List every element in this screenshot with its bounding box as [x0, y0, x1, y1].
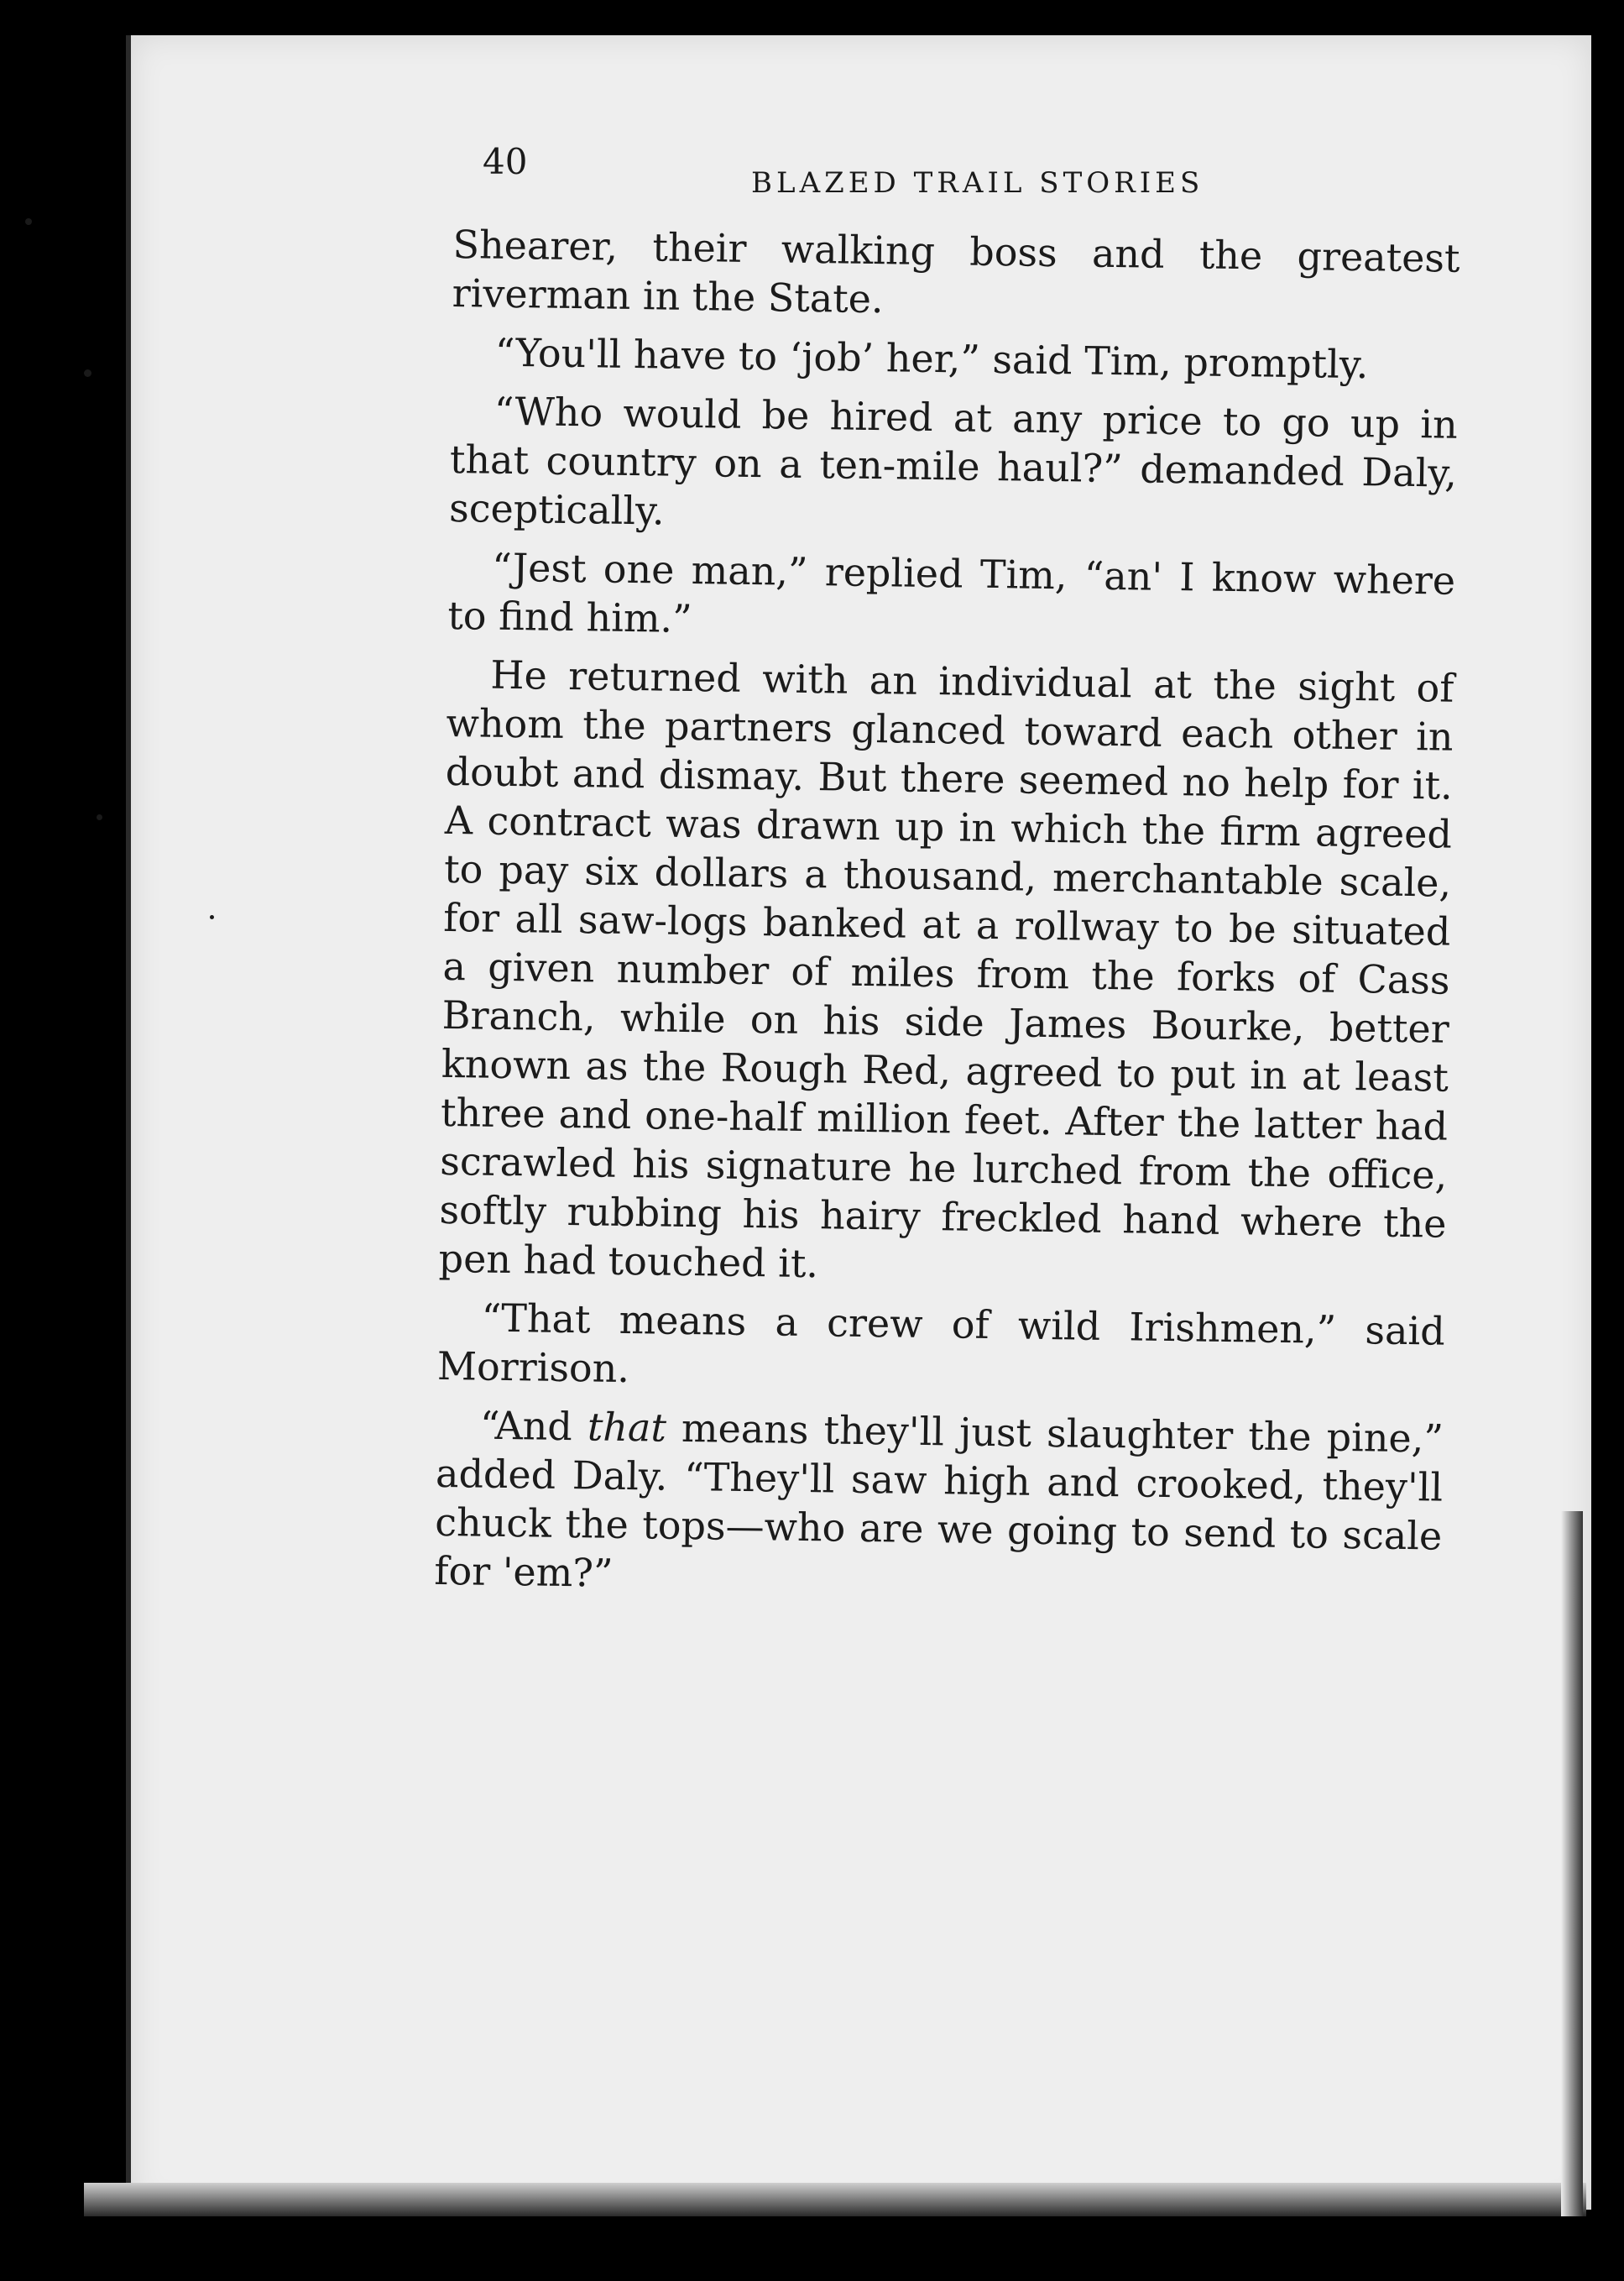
scan-speck	[97, 814, 102, 820]
running-head	[483, 141, 1490, 208]
scan-speck	[84, 369, 91, 377]
paragraph: “That means a crew of wild Irishmen,” said Morrison.	[436, 1295, 1446, 1392]
paragraph: He returned with an individual at the sight of whom the partners glanced toward each other in doubt and dismay. But there seemed no help for it. A contract was drawn up in which the firm agreed to pay six dollars a thousand, merchantable scale, for all saw-logs banked at a rollway to be situated a given number of miles from the forks of Cass Branch, while on his side James Bourke, better known as the Rough Red, agreed to put in at least three and one-half million feet. After the latter had scrawled his signature he lurched from the office, softly rubbing his hairy freckled hand where the pen had touched it.	[438, 651, 1454, 1287]
paragraph: “Who would be hired at any price to go up in that country on a ten-mile haul?” demanded Daly, sceptically.	[448, 388, 1459, 534]
paragraph: “Jest one man,” replied Tim, “an' I know where to find him.”	[447, 544, 1456, 642]
body-text	[434, 220, 1460, 1619]
emphasized-word: that	[587, 1404, 667, 1451]
page-edge-bottom	[84, 2183, 1586, 2216]
paragraph: Shearer, their walking boss and the greatest riverman in the State.	[452, 221, 1460, 322]
paragraph-text: “And	[479, 1402, 588, 1450]
paragraph: “You'll have to ‘job’ her,” said Tim, promptly.	[494, 329, 1369, 388]
scan-speck	[25, 218, 32, 225]
page-number: 40	[483, 141, 528, 182]
page-edge-right	[1561, 1511, 1583, 2216]
paragraph-text: means they'll just slaughter the pine,” added Daly. “They'll saw high and crooked, they'll chuck the tops—who are we going to send to scale for 'em?”	[434, 1405, 1444, 1596]
scan-speck	[210, 915, 214, 919]
paragraph	[434, 1400, 1444, 1609]
book-title: BLAZED TRAIL STORIES	[751, 166, 1204, 200]
